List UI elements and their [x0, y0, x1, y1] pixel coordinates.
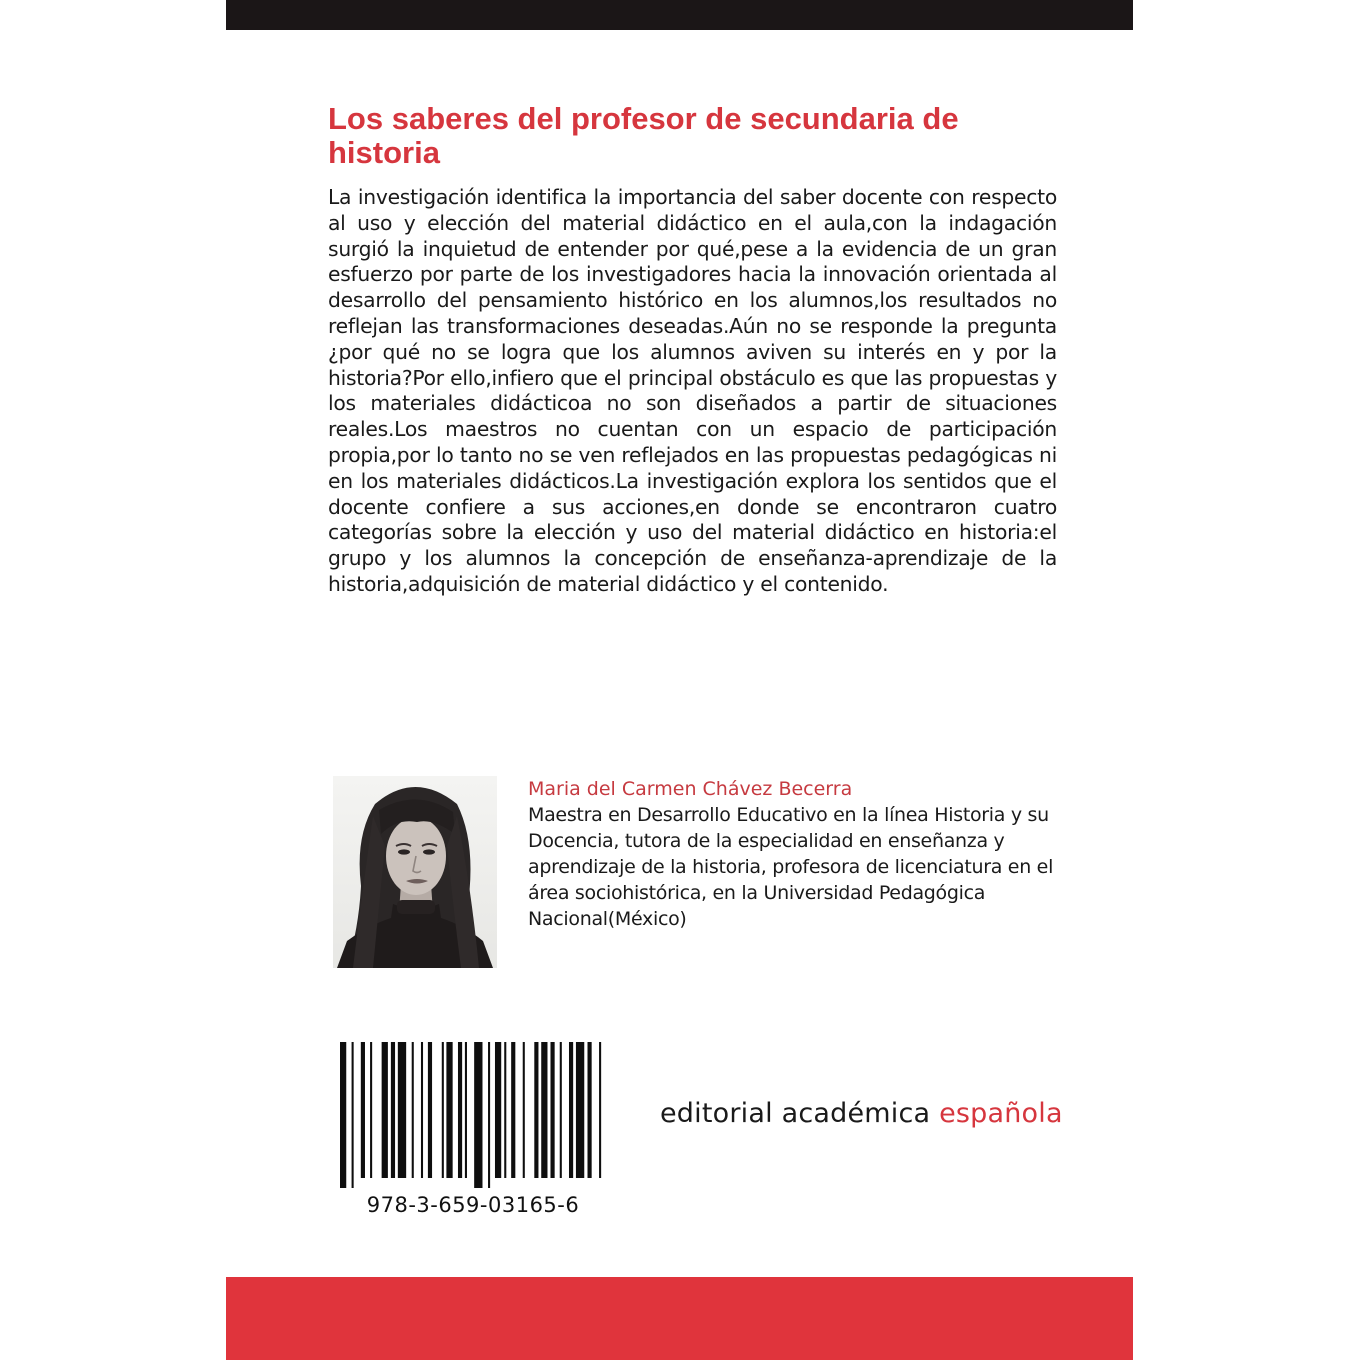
- book-back-cover: [226, 0, 1133, 1360]
- top-band: [226, 0, 1133, 30]
- bottom-band: [226, 1277, 1133, 1360]
- barcode-bar: [550, 1042, 554, 1178]
- barcode-bar: [382, 1042, 388, 1178]
- barcode-bar: [541, 1042, 547, 1178]
- barcode-bar: [569, 1042, 573, 1178]
- barcode-bar: [474, 1042, 482, 1188]
- barcode-bar: [560, 1042, 562, 1178]
- book-description: La investigación identifica la importancia del saber docente con respecto al uso y elección del material didáctico en el aula,con la indagación surgió la inquietud de entender por qué,pese a la evidencia de un gran esfuerzo por parte de los investigadores hacia la innovación orientada al desarrollo del pensamiento histórico en los alumnos,los resultados no reflejan las transformaciones deseadas.Aún no se responde la pregunta ¿por qué no se logra que los alumnos aviven su interés en y por la historia?Por ello,infiero que el principal obstáculo es que las propuestas y los materiales didácticoa no son diseñados a partir de situaciones reales.Los maestros no cuentan con un espacio de participación propia,por lo tanto no se ven reflejados en las propuestas pedagógicas ni en los materiales didácticos.La investigación explora los sentidos que el docente confiere a sus acciones,en donde se encontraron cuatro categorías sobre la elección y uso del material didáctico en historia:el grupo y los alumnos la concepción de enseñanza-aprendizaje de la historia,adquisición de material didáctico y el contenido.: [328, 185, 1057, 596]
- publisher-name-part2: española: [939, 1098, 1063, 1129]
- barcode-bar: [588, 1042, 592, 1178]
- barcode-bar: [421, 1042, 423, 1178]
- barcode-bar: [534, 1042, 538, 1178]
- barcode-bar: [511, 1042, 515, 1178]
- barcode-bar: [391, 1042, 395, 1178]
- isbn-number: 978-3-659-03165-6: [366, 1193, 580, 1217]
- barcode-bar: [495, 1042, 501, 1178]
- isbn-barcode: [340, 1042, 606, 1188]
- author-bio: Maestra en Desarrollo Educativo en la línea Historia y su Docencia, tutora de la especialidad en enseñanza y aprendizaje de la historia, profesora de licenciatura en el área sociohistórica, en la Universidad Pedagógica Nacional(México): [528, 804, 1054, 930]
- barcode-bar: [370, 1042, 372, 1178]
- author-name: Maria del Carmen Chávez Becerra: [528, 778, 853, 800]
- barcode-bar: [458, 1042, 462, 1178]
- publisher-logo: [660, 1094, 1063, 1134]
- barcode-bar: [465, 1042, 467, 1178]
- barcode-bar: [398, 1042, 406, 1178]
- barcode-bar: [412, 1042, 414, 1178]
- barcode-bar: [442, 1042, 444, 1178]
- barcode-bar: [361, 1042, 365, 1178]
- author-photo: [333, 776, 497, 968]
- book-title: Los saberes del profesor de secundaria de historia: [328, 101, 959, 170]
- barcode-bar: [340, 1042, 346, 1188]
- barcode-bar: [523, 1042, 525, 1178]
- barcode-bar: [446, 1042, 452, 1178]
- barcode-bar: [599, 1042, 601, 1178]
- barcode-bar: [428, 1042, 432, 1178]
- publisher-name-part1: editorial académica: [660, 1098, 940, 1129]
- barcode-bar: [576, 1042, 584, 1178]
- barcode-bar: [352, 1042, 354, 1188]
- barcode-bar: [504, 1042, 506, 1178]
- barcode-bar: [488, 1042, 490, 1188]
